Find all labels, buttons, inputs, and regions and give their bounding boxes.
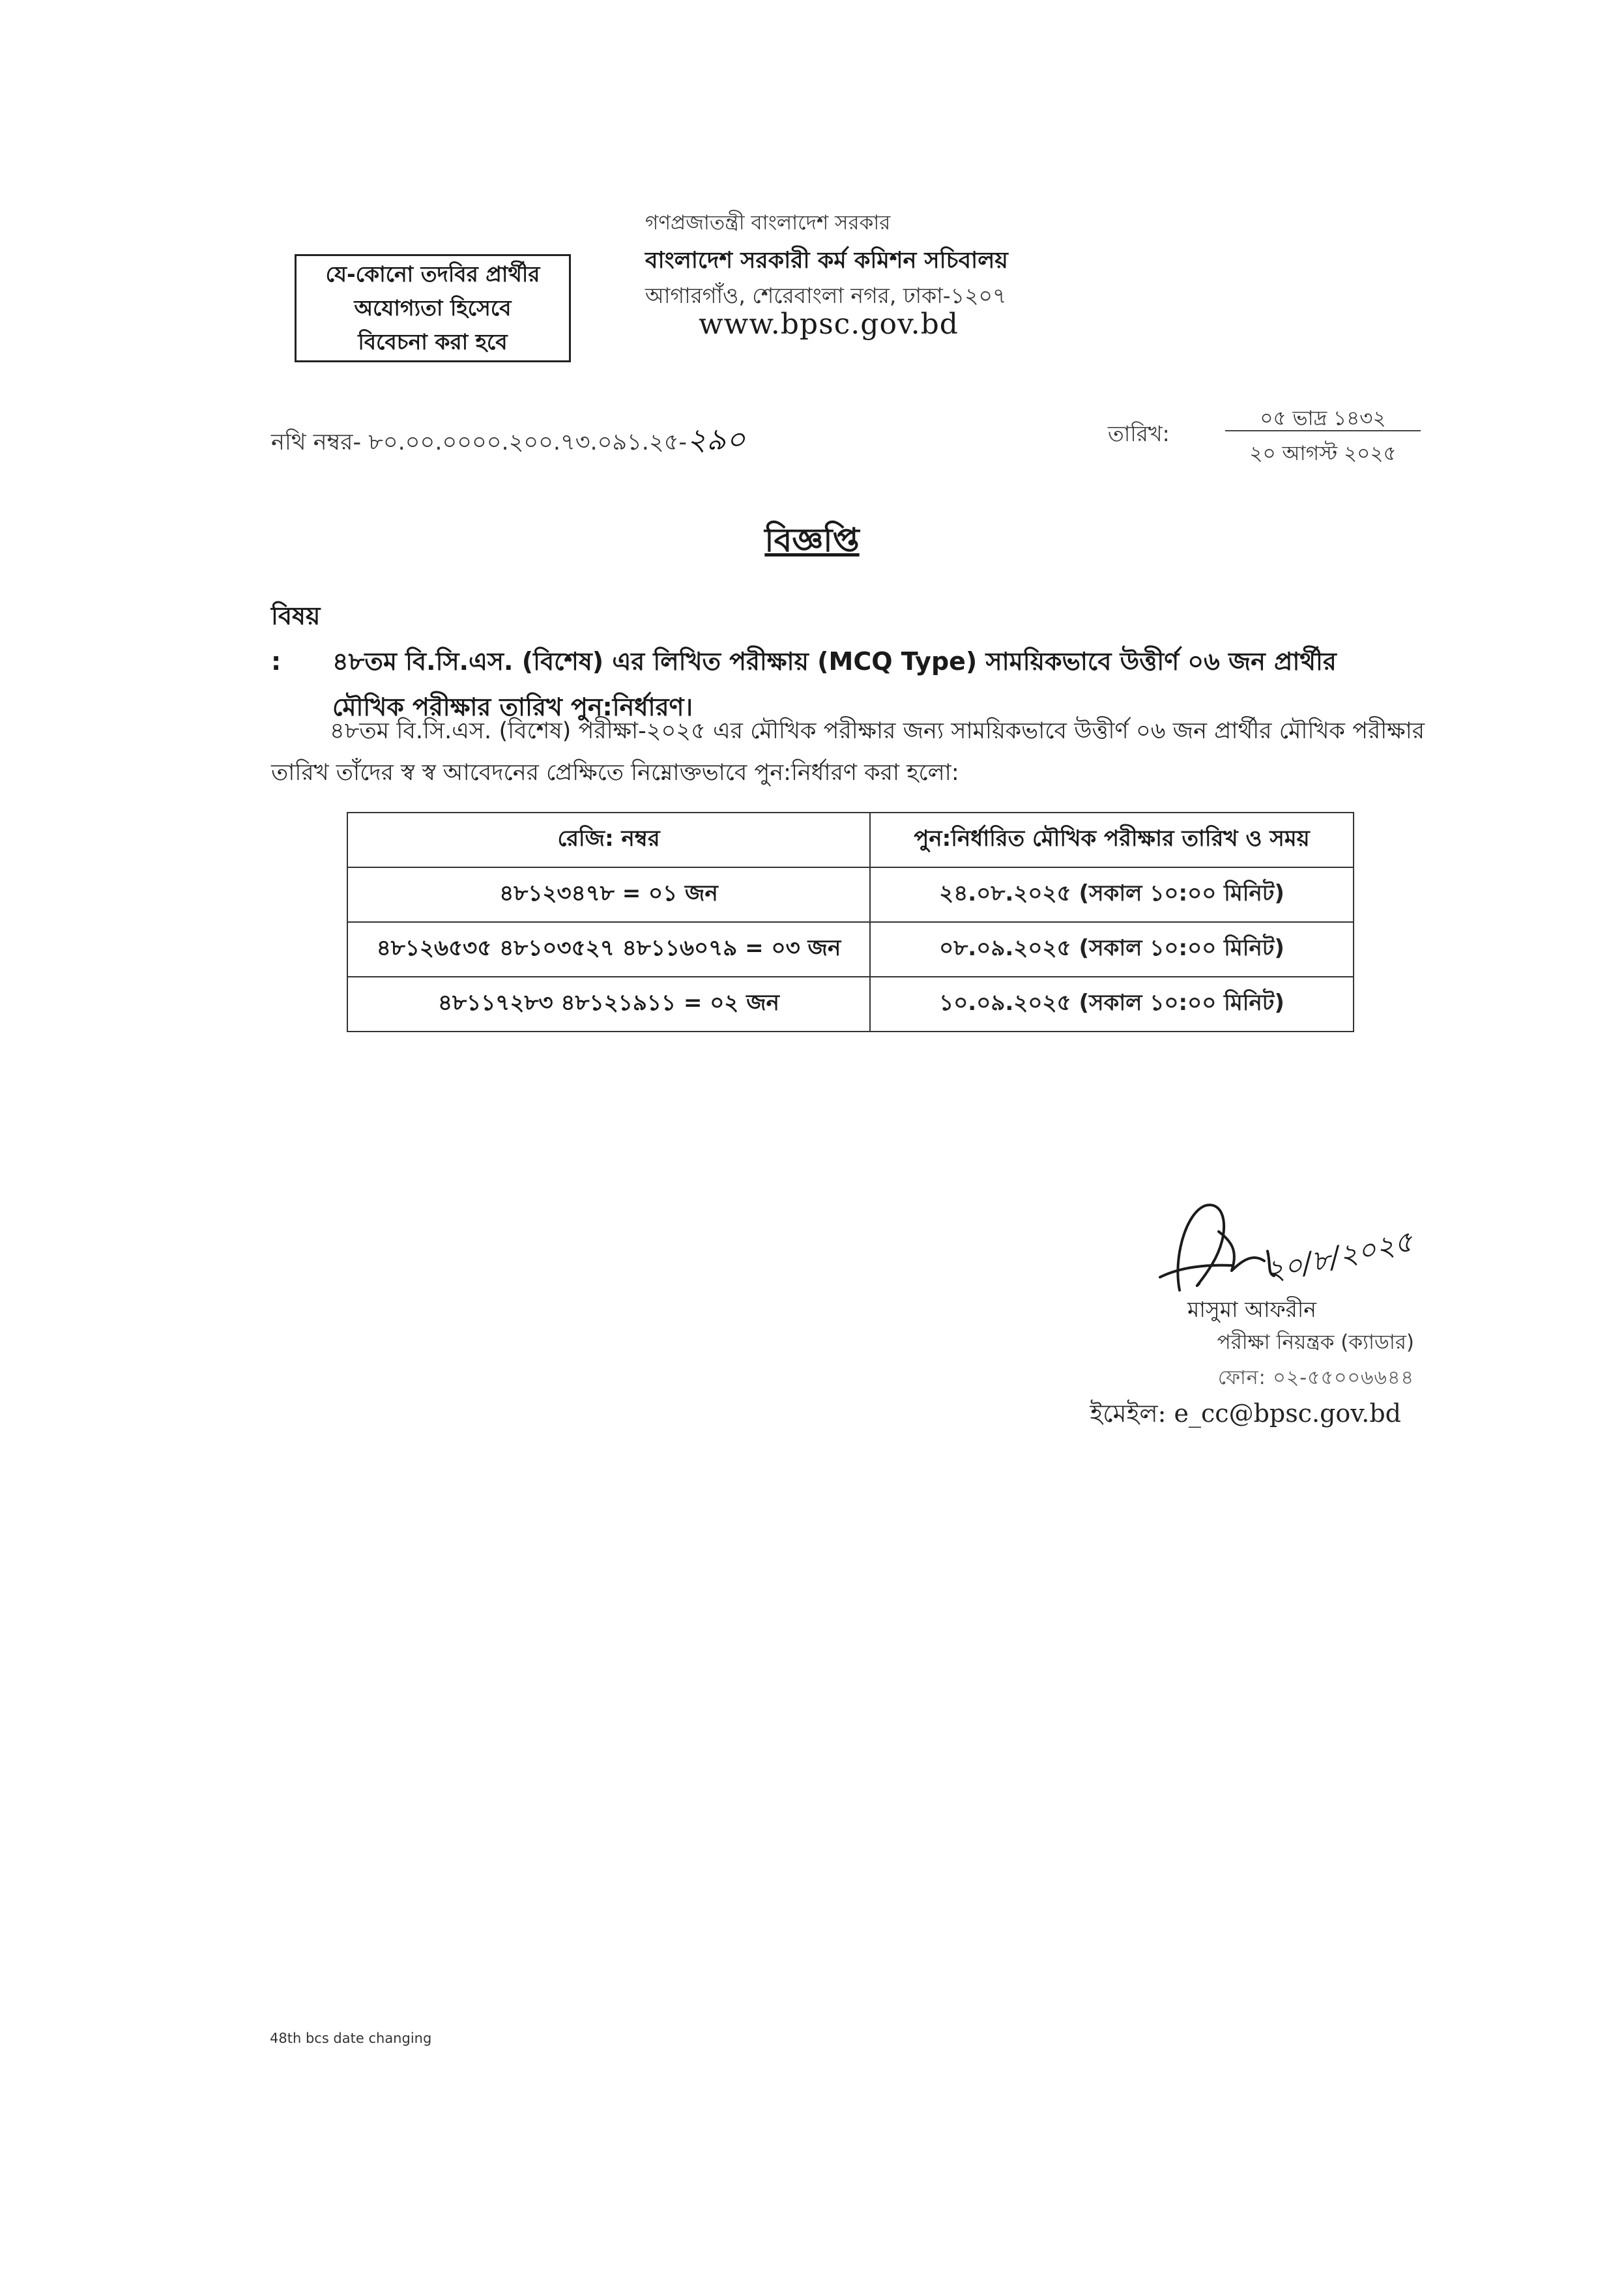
notice-body: ৪৮তম বি.সি.এস. (বিশেষ) পরীক্ষা-২০২৫ এর মৌখিক পরীক্ষার জন্য সাময়িকভাবে উত্তীর্ণ ০৬ জন প্রার্থীর মৌখিক পরীক্ষার তারিখ তাঁদের স্ব স্ব আবেদনের প্রেক্ষিতে নিম্নোক্তভাবে পুন:নির্ধারণ করা হলো:: [271, 718, 1425, 786]
table-row: [347, 977, 1354, 1032]
subject-line-2: মৌখিক পরীক্ষার তারিখ পুন:নির্ধারণ।: [332, 693, 693, 721]
registration-cell: ৪৮১১৭২৮৩ ৪৮১২১৯১১ = ০২ জন: [347, 977, 870, 1032]
subject-line-1: [271, 593, 1451, 684]
subject-label: বিষয় :: [271, 601, 321, 676]
memo-prefix: নথি নম্বর- ৮০.০০.০০০০.২০০.৭৩.০৯১.২৫-: [271, 429, 688, 455]
warning-line-1: যে-কোনো তদবির প্রার্থীর: [325, 261, 540, 287]
warning-notice-box: [295, 254, 571, 362]
registration-cell: ৪৮১২৩৪৭৮ = ০১ জন: [347, 867, 870, 922]
date-time-cell: ২৪.০৮.২০২৫ (সকাল ১০:০০ মিনিট): [870, 867, 1354, 922]
table-row: [347, 922, 1354, 977]
signature-image: [1134, 1192, 1421, 1310]
memo-handwritten-number: ২৯০: [687, 422, 746, 457]
table-header-row: [347, 813, 1354, 867]
warning-line-2: অযোগ্যতা হিসেবে: [354, 295, 512, 321]
date-divider: [1225, 430, 1421, 431]
government-name: গণপ্রজাতন্ত্রী বাংলাদেশ সরকার: [645, 211, 891, 235]
date-gregorian: ২০ আগস্ট ২০২৫: [1249, 442, 1397, 465]
warning-line-3: বিবেচনা করা হবে: [358, 329, 508, 354]
subject-text-1: ৪৮তম বি.সি.এস. (বিশেষ) এর লিখিত পরীক্ষায় (MCQ Type) সাময়িকভাবে উত্তীর্ণ ০৬ জন প্রার্থীর: [332, 647, 1337, 676]
schedule-table: [347, 812, 1354, 1032]
date-label: তারিখ:: [1108, 421, 1170, 446]
signatory-email[interactable]: ইমেইল: e_cc@bpsc.gov.bd: [1090, 1399, 1401, 1428]
signatory-designation: পরীক্ষা নিয়ন্ত্রক (ক্যাডার): [1217, 1331, 1414, 1354]
office-address: আগারগাঁও, শেরেবাংলা নগর, ঢাকা-১২০৭: [645, 283, 1007, 308]
signatory-name: মাসুমা আফরীন: [1187, 1297, 1316, 1322]
header-rescheduled-date: পুন:নির্ধারিত মৌখিক পরীক্ষার তারিখ ও সময়: [870, 813, 1354, 867]
header-registration-number: রেজি: নম্বর: [347, 813, 870, 867]
date-bangla-calendar: ০৫ ভাদ্র ১৪৩২: [1260, 407, 1386, 430]
signatory-phone: ফোন: ০২-৫৫০০৬৬৪৪: [1217, 1366, 1414, 1389]
date-time-cell: ০৮.০৯.২০২৫ (সকাল ১০:০০ মিনিট): [870, 922, 1354, 977]
footer-note: 48th bcs date changing: [270, 2030, 432, 2046]
date-time-cell: ১০.০৯.২০২৫ (সকাল ১০:০০ মিনিট): [870, 977, 1354, 1032]
notice-title: বিজ্ঞপ্তি: [764, 521, 860, 559]
registration-cell: ৪৮১২৬৫৩৫ ৪৮১০৩৫২৭ ৪৮১১৬০৭৯ = ০৩ জন: [347, 922, 870, 977]
table-row: [347, 867, 1354, 922]
signature-handwritten-date: ২০/৮/২০২৫: [1262, 1224, 1416, 1289]
office-name: বাংলাদেশ সরকারী কর্ম কমিশন সচিবালয়: [645, 248, 1008, 274]
notice-subject: [271, 593, 1451, 730]
memo-number: [271, 417, 746, 467]
website-link[interactable]: www.bpsc.gov.bd: [699, 308, 959, 341]
